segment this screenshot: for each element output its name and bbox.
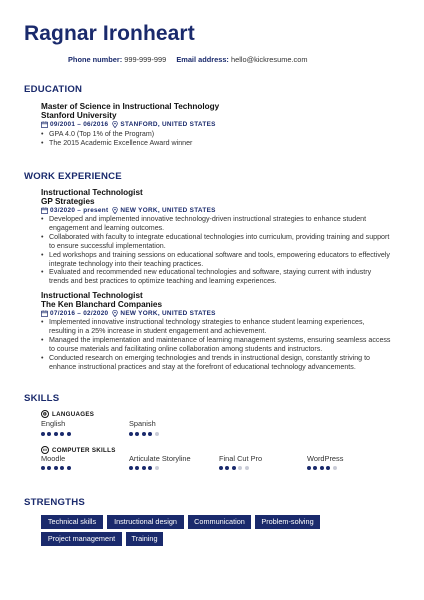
education-meta <box>41 121 216 128</box>
rating-dot <box>41 466 45 470</box>
strength-tag: Instructional design <box>107 515 184 529</box>
candidate-name: Ragnar Ironheart <box>24 22 195 45</box>
rating-dot <box>238 466 242 470</box>
rating-dot <box>60 466 64 470</box>
rating-dot <box>54 432 58 436</box>
list-item: • Developed and implemented innovative technology-driven instructional strategies to enhance student engagement and learning outcomes. <box>41 215 391 233</box>
list-item: • Collaborated with faculty to integrate educational technologies into curriculum, providing training and support to ensure successful implementation. <box>41 233 391 251</box>
job-company: GP Strategies <box>41 197 95 206</box>
work-heading: WORK EXPERIENCE <box>24 171 122 182</box>
strength-tag: Training <box>126 532 163 546</box>
education-heading: EDUCATION <box>24 84 83 95</box>
skill-rating <box>219 466 251 470</box>
skill-rating <box>129 466 161 470</box>
list-item: • Managed the implementation and maintenance of learning management systems, ensuring seamless access to course materials and facilitating online collaboration among students and instructors. <box>41 336 391 354</box>
rating-dot <box>148 466 152 470</box>
languages-label: LANGUAGES <box>52 410 95 418</box>
education-dates: 09/2001 – 06/2016 <box>50 121 109 128</box>
computer-skills-label: COMPUTER SKILLS <box>52 446 116 454</box>
computer-skills-heading <box>41 446 116 454</box>
job-role: Instructional Technologist <box>41 188 143 197</box>
rating-dot <box>225 466 229 470</box>
education-degree: Master of Science in Instructional Technology <box>41 102 220 111</box>
location-pin-icon <box>112 121 118 128</box>
list-item: • Conducted research on emerging technologies and trends in instructional design, constantly striving to enhance instructional practices and stay at the forefront of educational technology advancements. <box>41 354 391 372</box>
rating-dot <box>320 466 324 470</box>
skill-rating <box>129 432 161 436</box>
skill-name: English <box>41 419 66 428</box>
skill-rating <box>41 466 73 470</box>
list-item: • Implemented innovative instructional technology strategies to enhance student learning experiences, resulting in a 25% increase in student engagement and achievement. <box>41 318 391 336</box>
rating-dot <box>245 466 249 470</box>
strengths-heading: STRENGTHS <box>24 497 85 508</box>
skill-rating <box>41 432 73 436</box>
rating-dot <box>41 432 45 436</box>
list-item: • Evaluated and recommended new educational technologies and software, staying current with industry trends and best practices to optimize teaching and learning experiences. <box>41 268 391 286</box>
job-location: NEW YORK, UNITED STATES <box>120 310 216 317</box>
education-location: STANFORD, UNITED STATES <box>120 121 216 128</box>
job-dates: 07/2016 – 02/2020 <box>50 310 109 317</box>
strength-tag: Problem-solving <box>255 515 320 529</box>
strength-tag: Technical skills <box>41 515 103 529</box>
rating-dot <box>135 432 139 436</box>
job-bullets <box>41 215 391 286</box>
rating-dot <box>47 432 51 436</box>
rating-dot <box>129 466 133 470</box>
skill-name: Spanish <box>129 419 156 428</box>
job-bullets <box>41 318 391 371</box>
rating-dot <box>135 466 139 470</box>
rating-dot <box>148 432 152 436</box>
rating-dot <box>313 466 317 470</box>
phone-label: Phone number: <box>68 55 123 64</box>
rating-dot <box>142 432 146 436</box>
phone-value: 999-999-999 <box>124 55 167 64</box>
list-item: • GPA 4.0 (Top 1% of the Program) <box>41 130 391 139</box>
rating-dot <box>155 432 159 436</box>
job-company: The Ken Blanchard Companies <box>41 300 163 309</box>
location-pin-icon <box>112 310 118 317</box>
skills-heading: SKILLS <box>24 393 60 404</box>
calendar-icon <box>41 207 48 214</box>
skill-name: Moodle <box>41 454 66 463</box>
languages-heading <box>41 410 94 418</box>
email-label: Email address: <box>176 55 229 64</box>
rating-dot <box>60 432 64 436</box>
calendar-icon <box>41 121 48 128</box>
rating-dot <box>307 466 311 470</box>
strength-tag: Project management <box>41 532 122 546</box>
rating-dot <box>219 466 223 470</box>
job-meta <box>41 207 216 214</box>
strength-tag: Communication <box>188 515 251 529</box>
rating-dot <box>67 432 71 436</box>
contact-line <box>68 55 307 64</box>
rating-dot <box>142 466 146 470</box>
rating-dot <box>333 466 337 470</box>
rating-dot <box>232 466 236 470</box>
globe-icon: ◍ <box>42 411 48 416</box>
email-value: hello@kickresume.com <box>230 55 308 64</box>
skill-name: WordPress <box>307 454 344 463</box>
skill-rating <box>307 466 339 470</box>
skill-name: Final Cut Pro <box>219 454 263 463</box>
education-bullets <box>41 130 391 148</box>
list-item: • Led workshops and training sessions on educational software and tools, empowering educators to effectively integrate technology into their teaching practices. <box>41 251 391 269</box>
skill-name: Articulate Storyline <box>129 454 191 463</box>
rating-dot <box>67 466 71 470</box>
education-school: Stanford University <box>41 111 117 120</box>
calendar-icon <box>41 310 48 317</box>
rating-dot <box>54 466 58 470</box>
rating-dot <box>326 466 330 470</box>
rating-dot <box>129 432 133 436</box>
job-dates: 03/2020 – present <box>50 207 109 214</box>
job-role: Instructional Technologist <box>41 291 143 300</box>
job-location: NEW YORK, UNITED STATES <box>120 207 216 214</box>
monitor-icon: ▭ <box>42 447 48 452</box>
list-item: • The 2015 Academic Excellence Award winner <box>41 139 391 148</box>
location-pin-icon <box>112 207 118 214</box>
rating-dot <box>155 466 159 470</box>
rating-dot <box>47 466 51 470</box>
job-meta <box>41 310 216 317</box>
